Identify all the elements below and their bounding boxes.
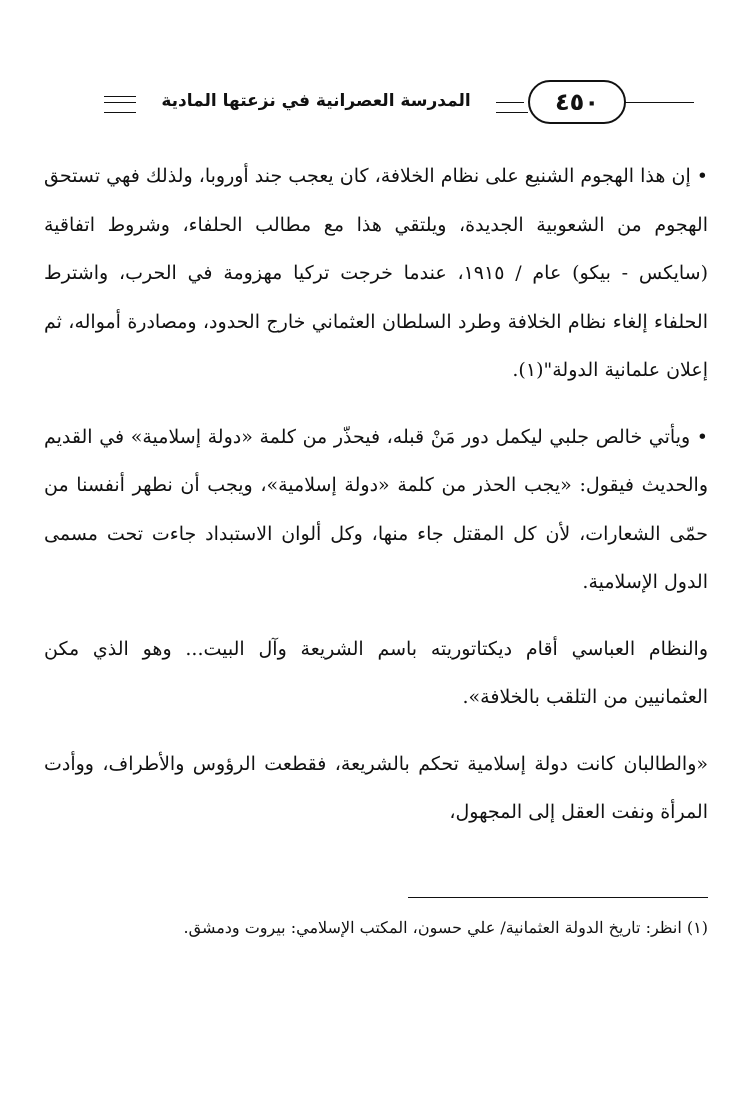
page-number: ٤٥٠ [528, 80, 626, 124]
running-title: المدرسة العصرانية في نزعتها المادية [136, 86, 496, 116]
main-text [44, 152, 708, 837]
paragraph: «والطالبان كانت دولة إسلامية تحكم بالشريعة، فقطعت الرؤوس والأطراف، ووأدت المرأة ونفت العقل إلى المجهول، [44, 752, 708, 823]
header-dash [104, 96, 138, 97]
paragraph: • ويأتي خالص جلبي ليكمل دور مَنْ قبله، فيحذّر من كلمة «دولة إسلامية» في القديم والحديث فيقول: «يجب الحذر من كلمة «دولة إسلامية»، ويجب أن نطهر أنفسنا من حمّى الشعارات، لأن كل المقتل جاء منها، وكل ألوان الاستبداد جاءت تحت مسمى الدول الإسلامية. [44, 425, 708, 593]
header-rule-right [624, 102, 694, 103]
paragraph: • إن هذا الهجوم الشنيع على نظام الخلافة، كان يعجب جند أوروبا، ولذلك فهي تستحق الهجوم من الشعوبية الجديدة، ويلتقي هذا مع مطالب الحلفاء، وشروط اتفاقية (سايكس - بيكو) عام / ١٩١٥، عندما خرجت تركيا مهزومة في الحرب، واشترط الحلفاء إلغاء نظام الخلافة وطرد السلطان العثماني خارج الحدود، ومصادرة أمواله، ثم إعلان علمانية الدولة"(١). [44, 165, 709, 381]
paragraph: والنظام العباسي أقام ديكتاتوريته باسم الشريعة وآل البيت... وهو الذي مكن العثمانيين من التلقب بالخلافة». [44, 637, 708, 708]
footnote: (١) انظر: تاريخ الدولة العثمانية/ علي حسون، المكتب الإسلامي: بيروت ودمشق. [183, 918, 708, 937]
footnote-separator [408, 897, 708, 898]
page-header [92, 78, 690, 128]
